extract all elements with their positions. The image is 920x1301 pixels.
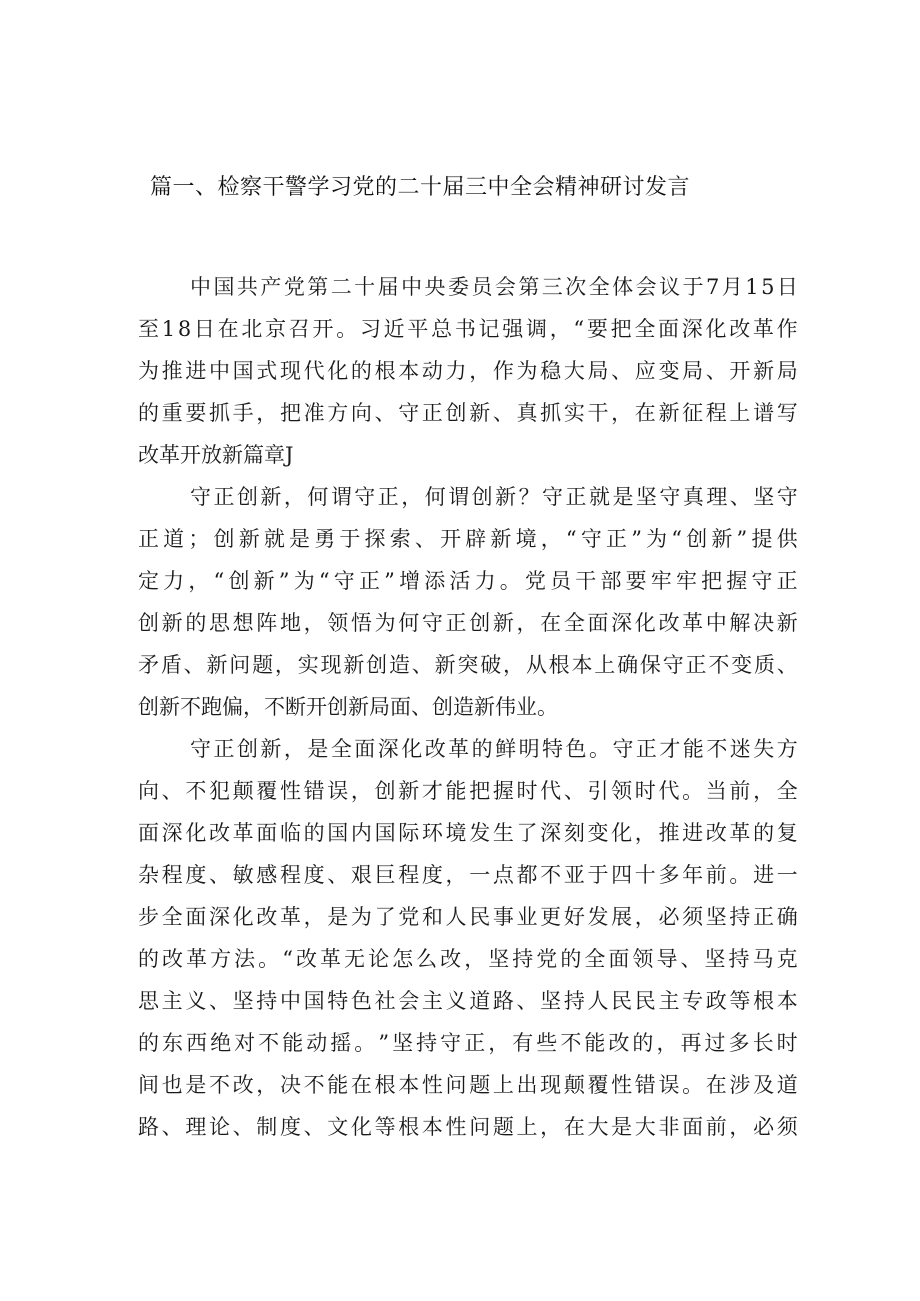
- document-body: [138, 266, 798, 1148]
- paragraph-line: 路 、 理 论 、 制 度 、 文 化 等 根 本 性 问 题 上 ， 在 大 是 大 非 面 前 ， 必 须: [138, 1115, 798, 1139]
- paragraph-line: 定 力 ， “ 创 新 ” 为 “ 守 正 ” 增 添 活 力 。 党 员 干 部 要 牢 牢 把 握 守 正: [138, 569, 798, 593]
- paragraph-line: 步 全 面 深 化 改 革 ， 是 为 了 党 和 人 民 事 业 更 好 发 展 ， 必 须 坚 持 正 确: [138, 905, 798, 929]
- paragraph-line: 间 也 是 不 改 ， 决 不 能 在 根 本 性 问 题 上 出 现 颠 覆 性 错 误 。 在 涉 及 道: [138, 1073, 798, 1097]
- paragraph-line: 改革开放新篇章J: [138, 443, 294, 467]
- paragraph-line: 面 深 化 改 革 面 临 的 国 内 国 际 环 境 发 生 了 深 刻 变 化 ， 推 进 改 革 的 复: [138, 821, 798, 845]
- paragraph-1: [138, 266, 798, 476]
- paragraph-3: [138, 728, 798, 1148]
- paragraph-line: 正 道 ； 创 新 就 是 勇 于 探 索 、 开 辟 新 境 ， “ 守 正 ” 为 “ 创 新 ” 提 供: [138, 527, 798, 551]
- paragraph-line: 守 正 创 新 ， 是 全 面 深 化 改 革 的 鲜 明 特 色 。 守 正 才 能 不 迷 失 方: [190, 737, 798, 761]
- paragraph-line: 的 重 要 抓 手 ， 把 准 方 向 、 守 正 创 新 、 真 抓 实 干 ， 在 新 征 程 上 谱 写: [138, 401, 798, 425]
- paragraph-line: 至 1 8 日 在 北 京 召 开 。 习 近 平 总 书 记 强 调 ， “ 要 把 全 面 深 化 改 革 作: [138, 317, 798, 341]
- paragraph-line: 的 东 西 绝 对 不 能 动 摇 。 ” 坚 持 守 正 ， 有 些 不 能 改 的 ， 再 过 多 长 时: [138, 1031, 798, 1055]
- paragraph-line: 的 改 革 方 法 。 “ 改 革 无 论 怎 么 改 ， 坚 持 党 的 全 面 领 导 、 坚 持 马 克: [138, 947, 798, 971]
- paragraph-line: 创 新 的 思 想 阵 地 ， 领 悟 为 何 守 正 创 新 ， 在 全 面 深 化 改 革 中 解 决 新: [138, 611, 798, 635]
- paragraph-2: [138, 476, 798, 728]
- document-title: 篇一、检察干警学习党的二十届三中全会精神研讨发言: [150, 175, 691, 200]
- paragraph-line: 为 推 进 中 国 式 现 代 化 的 根 本 动 力 ， 作 为 稳 大 局 、 应 变 局 、 开 新 局: [138, 359, 798, 383]
- paragraph-line: 中 国 共 产 党 第 二 十 届 中 央 委 员 会 第 三 次 全 体 会 议 于 7 月 1 5 日: [190, 275, 798, 299]
- paragraph-line: 杂 程 度 、 敏 感 程 度 、 艰 巨 程 度 ， 一 点 都 不 亚 于 四 十 多 年 前 。 进 一: [138, 863, 798, 887]
- paragraph-line: 向 、 不 犯 颠 覆 性 错 误 ， 创 新 才 能 把 握 时 代 、 引 领 时 代 。 当 前 ， 全: [138, 779, 798, 803]
- paragraph-line: 守 正 创 新 ， 何 谓 守 正 ， 何 谓 创 新 ？ 守 正 就 是 坚 守 真 理 、 坚 守: [190, 485, 798, 509]
- paragraph-line: 创新不跑偏，不断开创新局面、创造新伟业。: [138, 695, 558, 719]
- paragraph-line: 矛 盾 、 新 问 题 ， 实 现 新 创 造 、 新 突 破 ， 从 根 本 上 确 保 守 正 不 变 质 、: [138, 653, 798, 677]
- paragraph-line: 思 主 义 、 坚 持 中 国 特 色 社 会 主 义 道 路 、 坚 持 人 民 民 主 专 政 等 根 本: [138, 989, 798, 1013]
